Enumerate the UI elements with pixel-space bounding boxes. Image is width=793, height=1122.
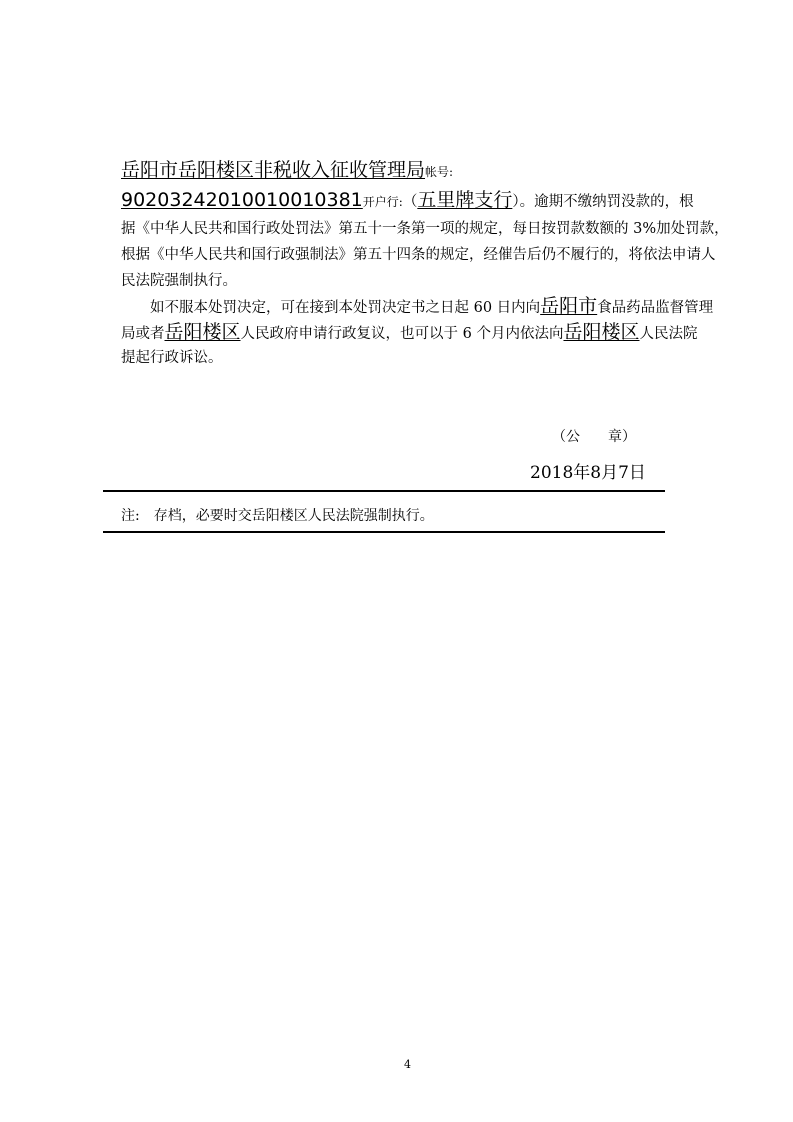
paragraph1-line3: 根据《中华人民共和国行政强制法》第五十四条的规定，经催告后仍不履行的，将依法申请人 <box>121 247 716 263</box>
paragraph2-text-d: 人民政府申请行政复议，也可以于 6 个月内依法向 <box>240 326 564 342</box>
paragraph2-text-a: 如不服本处罚决定，可在接到本处罚决定书之日起 60 日内向 <box>150 300 541 316</box>
payee-line <box>121 160 453 182</box>
paragraph1-line4: 民法院强制执行。 <box>121 273 237 289</box>
account-number: 90203242010010010381 <box>121 189 363 211</box>
paragraph2-line1 <box>150 296 713 318</box>
paragraph2-line2 <box>121 322 697 344</box>
city-name: 岳阳市 <box>540 295 598 317</box>
seal-label: （公 章） <box>552 429 636 445</box>
bank-open-paren: （ <box>402 194 418 210</box>
payee-name: 岳阳市岳阳楼区非税收入征收管理局 <box>121 159 426 181</box>
page-number: 4 <box>404 1058 411 1071</box>
divider-top <box>103 490 665 492</box>
paragraph1-line2: 据《中华人民共和国行政处罚法》第五十一条第一项的规定，每日按罚款数额的 3%加处罚款， <box>121 221 729 237</box>
court-district-name: 岳阳楼区 <box>563 321 640 343</box>
bank-name: 五里牌支行 <box>417 189 513 211</box>
district-name: 岳阳楼区 <box>164 321 241 343</box>
account-line <box>121 190 694 212</box>
account-label: 帐号: <box>425 165 454 179</box>
footnote: 注: 存档，必要时交岳阳楼区人民法院强制执行。 <box>121 508 434 524</box>
paragraph2-text-e: 人民法院 <box>639 326 698 342</box>
document-date: 2018年8月7日 <box>530 463 646 483</box>
bank-label: 开户行: <box>362 195 403 209</box>
paragraph2-line3: 提起行政诉讼。 <box>121 350 223 366</box>
bank-close-text: ）。逾期不缴纳罚没款的，根 <box>512 194 694 210</box>
divider-bottom <box>103 531 665 533</box>
paragraph2-text-b: 食品药品监督管理 <box>597 300 714 316</box>
paragraph2-text-c: 局或者 <box>121 326 165 342</box>
